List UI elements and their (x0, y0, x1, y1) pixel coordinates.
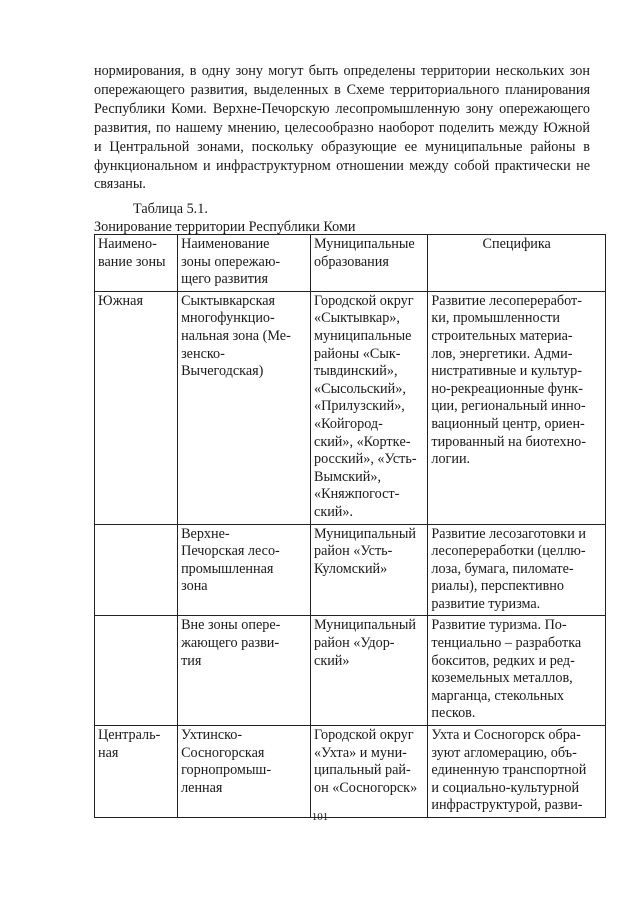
intro-paragraph: нормирования, в одну зону могут быть определены территории нескольких зон опережающего развития, выделенных в Схеме территориального планирования Республики Коми. Верхне-Печорскую лесопромышленную зону опережающего развития, по нашему мнению, целесообразно наоборот поделить между Южной и Центральной зонами, поскольку образующие ее муниципальные районы в функциональном и инфраструктурном отношении между собой практически не связаны. (94, 63, 590, 193)
cell-zone: Централь- ная (95, 726, 178, 818)
cell-specifics: Развитие туризма. По- тенциально – разработка бокситов, редких и ред- коземельных металлов, марганца, стекольных песков. (428, 616, 606, 726)
table-row (95, 524, 606, 616)
cell-zone: Южная (95, 291, 178, 524)
cell-fast-zone: Вне зоны опере- жающего разви- тия (178, 616, 311, 726)
header-zone-name: Наимено- вание зоны (95, 235, 178, 292)
page-number: 101 (311, 811, 329, 823)
cell-municipal: Городской округ «Сыктывкар», муниципальные районы «Сык- тывдинский», «Сысольский», «Прилузский», «Койгород- ский», «Корткe- росский», «Усть- Вымский», «Княжпогост- ский». (311, 291, 428, 524)
header-specifics: Специфика (428, 235, 606, 292)
cell-specifics: Развитие лесозаготовки и лесопереработки (целлю- лоза, бумага, пиломате- риалы), перспективно развитие туризма. (428, 524, 606, 616)
table-row (95, 726, 606, 818)
zoning-table (94, 234, 606, 818)
table-title: Зонирование территории Республики Коми (94, 219, 356, 235)
cell-municipal: Муниципальный район «Удор- ский» (311, 616, 428, 726)
cell-zone (95, 616, 178, 726)
table-row (95, 291, 606, 524)
cell-zone (95, 524, 178, 616)
cell-municipal: Муниципальный район «Усть- Куломский» (311, 524, 428, 616)
header-municipal: Муниципальные образования (311, 235, 428, 292)
cell-specifics: Ухта и Сосногорск обра- зуют агломерацию, объ- единенную транспортной и социально-культурной инфраструктурой, разви- (428, 726, 606, 818)
cell-fast-zone: Верхне- Печорская лесо- промышленная зона (178, 524, 311, 616)
cell-specifics: Развитие лесопереработ- ки, промышленности строительных материа- лов, энергетики. Адми- нистративные и культур- но-рекреационные функ- ции, региональный инно- вационный центр, ориен- тированный на биотехно- логии. (428, 291, 606, 524)
header-fast-zone: Наименование зоны опережаю- щего развития (178, 235, 311, 292)
table-header-row (95, 235, 606, 292)
cell-fast-zone: Ухтинско- Сосногорская горнопромыш- ленная (178, 726, 311, 818)
cell-fast-zone: Сыктывкарская многофункцио- нальная зона (Ме- зенско- Вычегодская) (178, 291, 311, 524)
cell-municipal: Городской округ «Ухта» и муни- ципальный рай- он «Сосногорск» (311, 726, 428, 818)
table-number: Таблица 5.1. (133, 201, 208, 217)
table-row (95, 616, 606, 726)
